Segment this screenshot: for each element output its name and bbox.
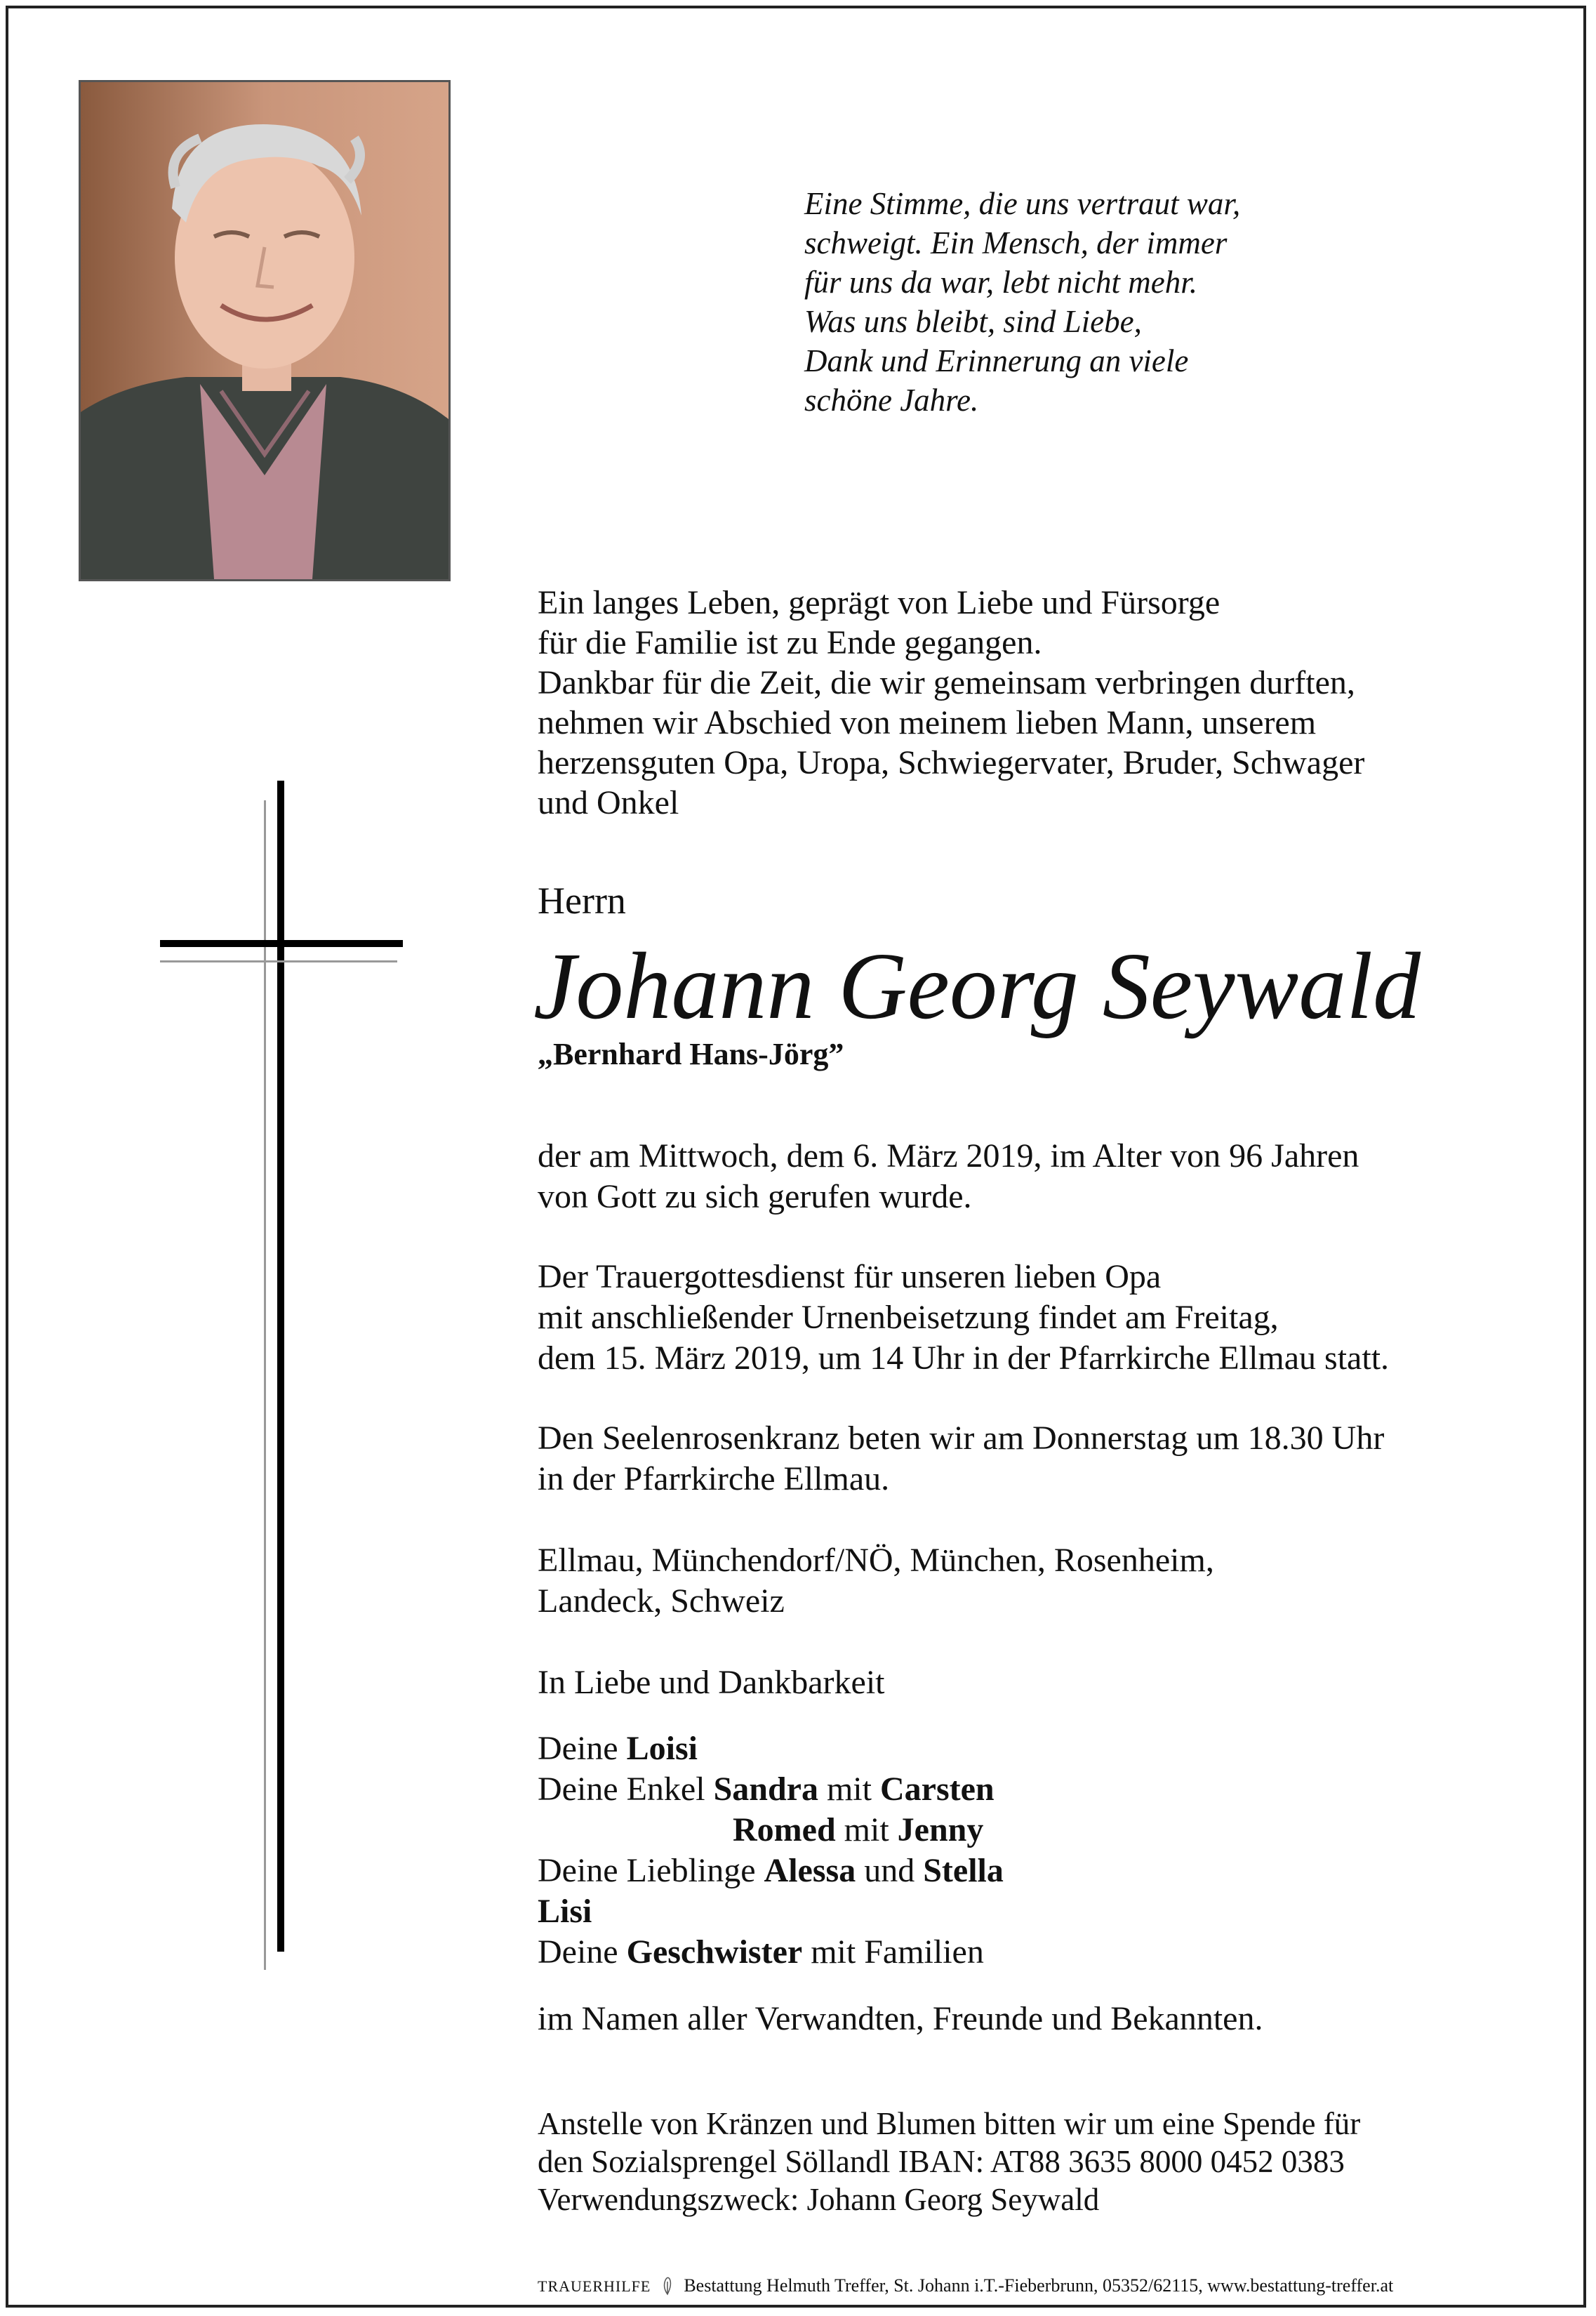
deceased-name: Johann Georg Seywald xyxy=(533,934,1421,1039)
places-line: Ellmau, Münchendorf/NÖ, München, Rosenheim, xyxy=(538,1542,1214,1579)
funeral-line: dem 15. März 2019, um 14 Uhr in der Pfarrkirche Ellmau statt. xyxy=(538,1339,1390,1377)
mourner-row: Deine Geschwister mit Familien xyxy=(538,1933,984,1971)
rosary-notice xyxy=(538,1418,1384,1500)
poem-line: Was uns bleibt, sind Liebe, xyxy=(804,304,1142,339)
intro-line: nehmen wir Abschied von meinem lieben Mann, unserem xyxy=(538,704,1317,741)
mourner-row: Deine Loisi xyxy=(538,1730,698,1767)
rosary-line: Den Seelenrosenkranz beten wir am Donnerstag um 18.30 Uhr xyxy=(538,1420,1385,1457)
mourners-list xyxy=(538,1728,1004,1973)
rosary-line: in der Pfarrkirche Ellmau. xyxy=(538,1460,890,1497)
mourner-row: Deine Enkel Sandra mit Carsten xyxy=(538,1771,995,1808)
cross-horizontal-bar xyxy=(160,940,403,947)
places-list xyxy=(538,1540,1214,1622)
nickname: „Bernhard Hans-Jörg” xyxy=(538,1037,844,1071)
footer-imprint xyxy=(538,2275,1393,2296)
death-notice xyxy=(538,1136,1359,1217)
death-notice-line: von Gott zu sich gerufen wurde. xyxy=(538,1178,972,1215)
funeral-service xyxy=(538,1257,1389,1379)
funeral-line: Der Trauergottesdienst für unseren lieben Opa xyxy=(538,1258,1162,1295)
mourner-row: Lisi xyxy=(538,1893,592,1930)
portrait-photo xyxy=(79,80,451,581)
poem-line: Dank und Erinnerung an viele xyxy=(804,343,1189,378)
donation-line: Verwendungszweck: Johann Georg Seywald xyxy=(538,2182,1100,2217)
salutation: Herrn xyxy=(538,880,626,922)
mourner-row: Deine Lieblinge Alessa und Stella xyxy=(538,1852,1004,1889)
leaf-icon xyxy=(660,2275,675,2296)
intro-line: und Onkel xyxy=(538,784,679,821)
funeral-line: mit anschließender Urnenbeisetzung findet am Freitag, xyxy=(538,1299,1279,1336)
donation-line: den Sozialsprengel Söllandl IBAN: AT88 3635 8000 0452 0383 xyxy=(538,2144,1345,2179)
poem-line: schweigt. Ein Mensch, der immer xyxy=(804,225,1228,260)
intro-line: für die Familie ist zu Ende gegangen. xyxy=(538,624,1042,661)
poem-line: schöne Jahre. xyxy=(804,383,979,418)
mourner-row: Romed mit Jenny xyxy=(733,1811,984,1848)
cross-shadow-vertical xyxy=(264,800,266,1970)
sign-off: In Liebe und Dankbarkeit xyxy=(538,1664,885,1701)
cross-vertical-bar xyxy=(277,781,284,1952)
donation-line: Anstelle von Kränzen und Blumen bitten wir um eine Spende für xyxy=(538,2106,1361,2141)
intro-line: Dankbar für die Zeit, die wir gemeinsam verbringen durften, xyxy=(538,664,1355,701)
poem-line: für uns da war, lebt nicht mehr. xyxy=(804,265,1198,300)
footer-brand: TRAUERHILFE xyxy=(538,2277,651,2295)
poem-line: Eine Stimme, die uns vertraut war, xyxy=(804,186,1241,221)
intro-paragraph xyxy=(538,583,1364,823)
death-notice-line: der am Mittwoch, dem 6. März 2019, im Alter von 96 Jahren xyxy=(538,1137,1359,1174)
footer-text: Bestattung Helmuth Treffer, St. Johann i.T.-Fieberbrunn, 05352/62115, www.bestattung-treffer.at xyxy=(684,2275,1394,2296)
intro-line: herzensguten Opa, Uropa, Schwiegervater, Bruder, Schwager xyxy=(538,744,1365,781)
closing-line: im Namen aller Verwandten, Freunde und Bekannten. xyxy=(538,2000,1263,2037)
intro-line: Ein langes Leben, geprägt von Liebe und Fürsorge xyxy=(538,584,1221,621)
cross-shadow-horizontal xyxy=(160,960,397,962)
places-line: Landeck, Schweiz xyxy=(538,1582,785,1620)
donation-request xyxy=(538,2105,1360,2218)
memorial-poem xyxy=(804,184,1240,420)
